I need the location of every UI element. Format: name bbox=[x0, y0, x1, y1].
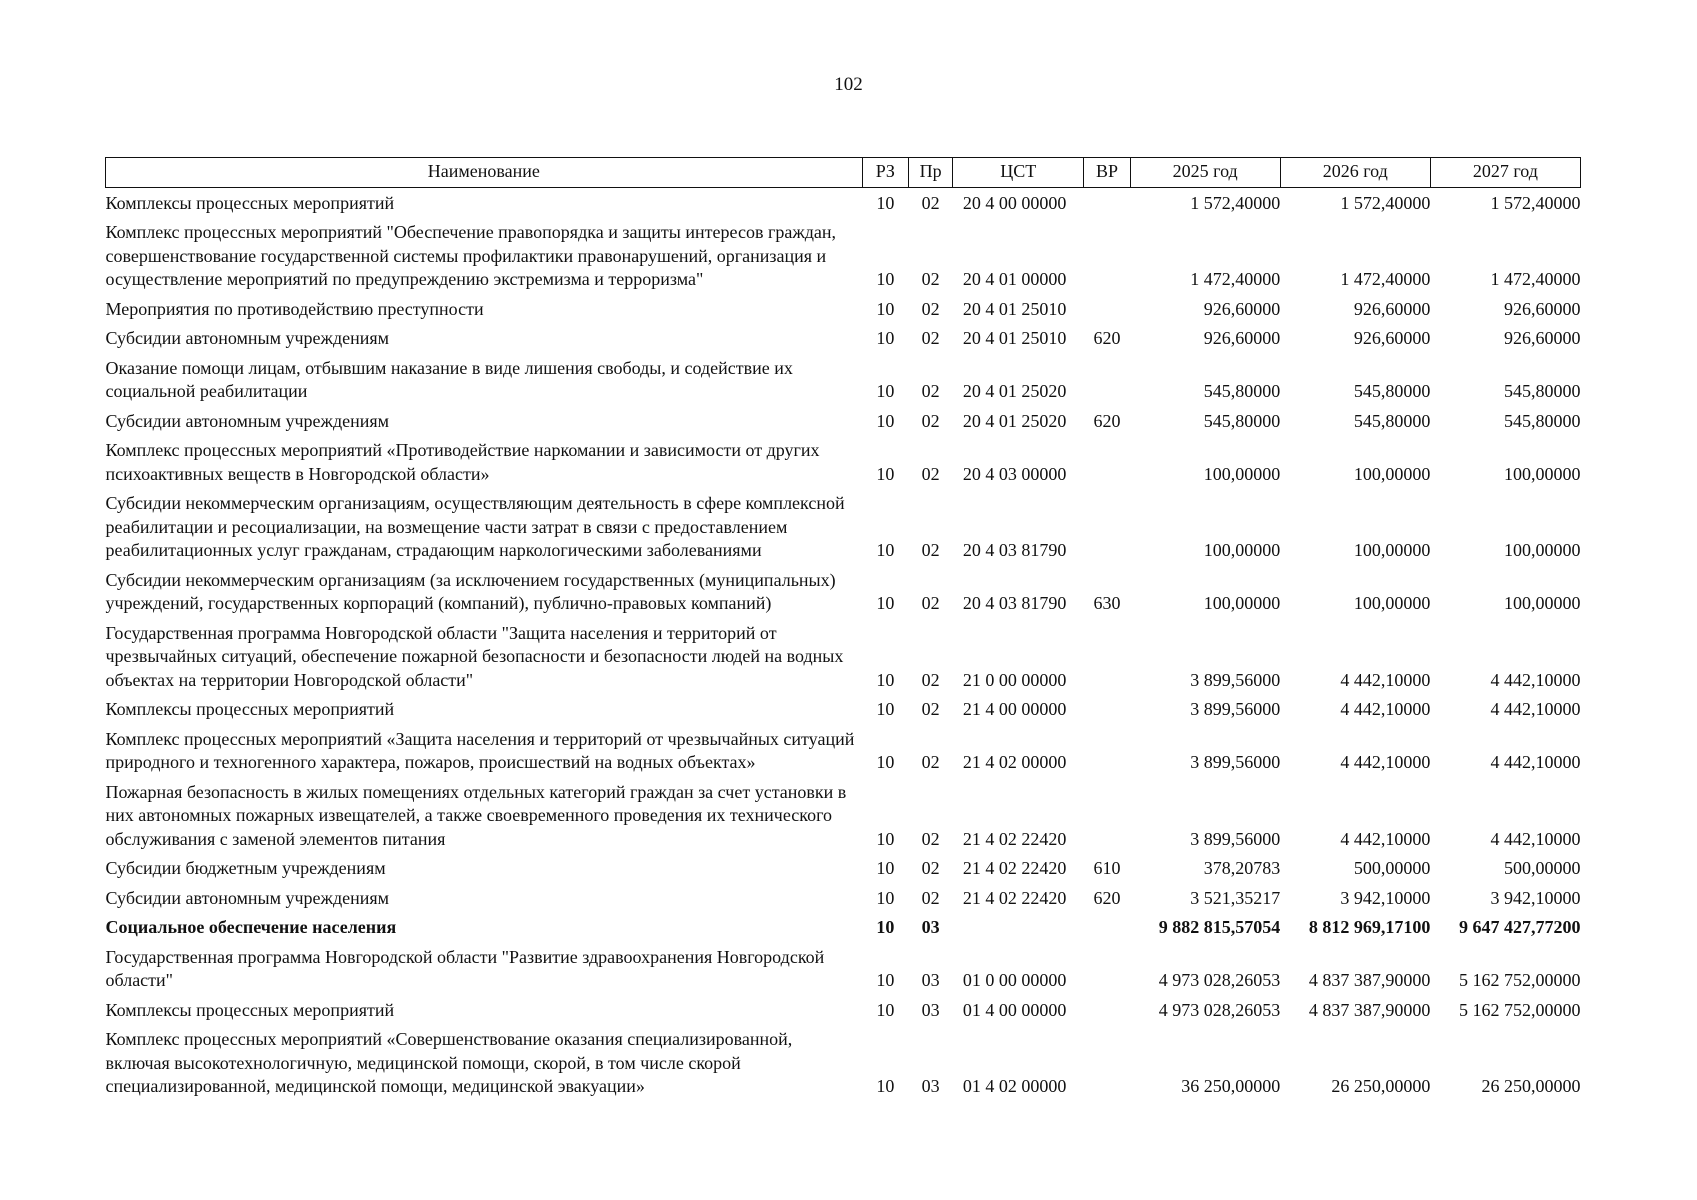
row-amount-2025: 545,80000 bbox=[1203, 381, 1281, 401]
row-vr bbox=[1084, 294, 1130, 324]
table-row bbox=[106, 488, 1581, 565]
row-pr: 02 bbox=[921, 463, 940, 484]
row-rz: 10 bbox=[876, 999, 895, 1020]
row-pr: 02 bbox=[921, 269, 940, 289]
row-cst: 20 4 01 25010 bbox=[962, 298, 1067, 319]
row-amount-2026: 926,60000 bbox=[1353, 328, 1431, 348]
row-pr: 02 bbox=[921, 298, 940, 319]
row-amount-2027: 926,60000 bbox=[1504, 298, 1581, 319]
page-number: 102 bbox=[834, 74, 863, 95]
row-pr: 02 bbox=[921, 593, 940, 613]
row-rz: 10 bbox=[876, 192, 895, 213]
row-amount-2026: 4 442,10000 bbox=[1340, 669, 1431, 690]
row-amount-2025: 4 973 028,26053 bbox=[1158, 999, 1281, 1020]
header-rz: РЗ bbox=[862, 158, 908, 188]
row-name: Социальное обеспечение населения bbox=[105, 917, 397, 937]
row-rz: 10 bbox=[876, 699, 895, 719]
budget-table bbox=[105, 157, 1581, 1101]
table-row bbox=[106, 353, 1581, 406]
header-cst: ЦСТ bbox=[953, 158, 1084, 188]
table-row bbox=[106, 323, 1581, 353]
row-pr: 02 bbox=[921, 381, 940, 401]
table-row bbox=[106, 694, 1581, 724]
row-name: Комплекс процессных мероприятий «Противодействие наркомании и зависимости от других психоактивных веществ в Новгородской области» bbox=[105, 440, 820, 484]
row-cst: 21 0 00 00000 bbox=[962, 669, 1067, 690]
table-row bbox=[106, 912, 1581, 942]
row-name: Субсидии автономным учреждениям bbox=[105, 887, 390, 908]
row-name: Комплексы процессных мероприятий bbox=[105, 192, 395, 213]
row-amount-2025: 3 899,56000 bbox=[1190, 752, 1281, 772]
row-rz: 10 bbox=[876, 410, 895, 431]
table-row bbox=[106, 883, 1581, 913]
table-row bbox=[106, 1024, 1581, 1101]
row-amount-2027: 5 162 752,00000 bbox=[1459, 970, 1581, 990]
row-vr: 620 bbox=[1093, 887, 1121, 908]
row-amount-2026: 500,00000 bbox=[1353, 858, 1431, 878]
row-amount-2025: 36 250,00000 bbox=[1181, 1076, 1281, 1096]
row-amount-2025: 3 899,56000 bbox=[1190, 828, 1281, 849]
row-cst: 20 4 03 81790 bbox=[962, 540, 1067, 560]
row-amount-2025: 545,80000 bbox=[1203, 410, 1281, 431]
row-rz: 10 bbox=[876, 593, 895, 613]
row-rz: 10 bbox=[876, 328, 895, 348]
row-amount-2026: 26 250,00000 bbox=[1331, 1076, 1431, 1096]
row-rz: 10 bbox=[876, 381, 895, 401]
row-amount-2026: 4 442,10000 bbox=[1340, 752, 1431, 772]
row-cst: 20 4 01 25020 bbox=[962, 381, 1067, 401]
row-amount-2026: 926,60000 bbox=[1353, 298, 1431, 319]
row-vr bbox=[1084, 618, 1130, 695]
row-rz: 10 bbox=[876, 858, 895, 878]
row-cst: 01 4 00 00000 bbox=[962, 999, 1067, 1020]
row-amount-2027: 3 942,10000 bbox=[1490, 887, 1581, 908]
header-vr: ВР bbox=[1084, 158, 1130, 188]
row-cst: 20 4 03 81790 bbox=[962, 593, 1067, 613]
row-name: Государственная программа Новгородской области "Защита населения и территорий от чрезвычайных ситуаций, обеспечение пожарной безопасности и безопасности людей на водных объектах на территории Новгородской области" bbox=[105, 622, 844, 690]
row-amount-2027: 500,00000 bbox=[1504, 858, 1581, 878]
row-pr: 02 bbox=[921, 858, 940, 878]
table-row bbox=[106, 942, 1581, 995]
row-vr bbox=[1084, 777, 1130, 854]
row-cst: 21 4 02 22420 bbox=[962, 858, 1067, 878]
table-row bbox=[106, 187, 1581, 217]
header-name: Наименование bbox=[106, 158, 863, 188]
row-amount-2026: 4 837 387,90000 bbox=[1308, 999, 1431, 1020]
row-cst bbox=[953, 912, 1084, 942]
row-rz: 10 bbox=[876, 752, 895, 772]
row-vr: 610 bbox=[1093, 858, 1121, 878]
row-pr: 02 bbox=[921, 887, 940, 908]
row-amount-2026: 100,00000 bbox=[1353, 540, 1431, 560]
row-amount-2027: 545,80000 bbox=[1504, 381, 1581, 401]
row-rz: 10 bbox=[876, 463, 895, 484]
row-vr bbox=[1084, 435, 1130, 488]
row-cst: 21 4 02 22420 bbox=[962, 828, 1067, 849]
row-amount-2027: 4 442,10000 bbox=[1490, 669, 1581, 690]
row-amount-2027: 4 442,10000 bbox=[1490, 752, 1581, 772]
row-amount-2025: 3 521,35217 bbox=[1190, 887, 1281, 908]
row-rz: 10 bbox=[876, 669, 895, 690]
row-name: Комплекс процессных мероприятий «Совершенствование оказания специализированной, включая высокотехнологичную, медицинской помощи, скорой, в том числе скорой специализированной, медицинской помощи, медицинской эвакуации» bbox=[105, 1029, 793, 1096]
row-amount-2027: 100,00000 bbox=[1504, 593, 1581, 613]
row-cst: 01 0 00 00000 bbox=[962, 970, 1067, 990]
row-pr: 02 bbox=[921, 328, 940, 348]
row-vr bbox=[1084, 942, 1130, 995]
row-amount-2026: 100,00000 bbox=[1353, 463, 1431, 484]
row-amount-2027: 9 647 427,77200 bbox=[1459, 917, 1581, 937]
row-cst: 20 4 00 00000 bbox=[962, 192, 1067, 213]
row-amount-2027: 1 472,40000 bbox=[1490, 269, 1581, 289]
table-header-row bbox=[106, 158, 1581, 188]
row-vr bbox=[1084, 724, 1130, 777]
row-amount-2026: 100,00000 bbox=[1353, 593, 1431, 613]
row-name: Субсидии автономным учреждениям bbox=[105, 328, 390, 348]
row-pr: 02 bbox=[921, 752, 940, 772]
table-row bbox=[106, 565, 1581, 618]
row-name: Комплекс процессных мероприятий "Обеспечение правопорядка и защиты интересов граждан, совершенствование государственной системы профилактики правонарушений, организация и осуществление мероприятий по предупреждению экстремизма и терроризма" bbox=[105, 222, 837, 289]
row-amount-2025: 1 572,40000 bbox=[1190, 192, 1281, 213]
row-amount-2027: 100,00000 bbox=[1504, 540, 1581, 560]
row-amount-2025: 9 882 815,57054 bbox=[1158, 917, 1281, 937]
row-amount-2027: 1 572,40000 bbox=[1490, 192, 1581, 213]
row-amount-2026: 545,80000 bbox=[1353, 410, 1431, 431]
row-vr bbox=[1084, 217, 1130, 294]
row-vr bbox=[1084, 995, 1130, 1025]
table-row bbox=[106, 724, 1581, 777]
row-amount-2027: 5 162 752,00000 bbox=[1459, 999, 1581, 1020]
row-pr: 03 bbox=[921, 1076, 940, 1096]
row-cst: 21 4 02 22420 bbox=[962, 887, 1067, 908]
row-amount-2025: 926,60000 bbox=[1203, 328, 1281, 348]
row-name: Оказание помощи лицам, отбывшим наказание в виде лишения свободы, и содействие их социальной реабилитации bbox=[105, 357, 793, 401]
row-name: Субсидии некоммерческим организациям, осуществляющим деятельность в сфере комплексной реабилитации и ресоциализации, на возмещение части затрат в связи с предоставлением реабилитационных услуг гражданам, страдающим наркологическими заболеваниями bbox=[105, 493, 845, 560]
row-vr: 630 bbox=[1093, 593, 1121, 613]
row-cst: 20 4 01 25020 bbox=[962, 410, 1067, 431]
row-rz: 10 bbox=[876, 970, 895, 990]
row-cst: 20 4 01 25010 bbox=[962, 328, 1067, 348]
row-pr: 02 bbox=[921, 192, 940, 213]
row-amount-2025: 1 472,40000 bbox=[1190, 269, 1281, 289]
row-vr bbox=[1084, 187, 1130, 217]
header-2027: 2027 год bbox=[1430, 158, 1580, 188]
row-amount-2026: 1 572,40000 bbox=[1340, 192, 1431, 213]
row-pr: 03 bbox=[921, 970, 940, 990]
table-body bbox=[106, 187, 1581, 1101]
row-amount-2027: 100,00000 bbox=[1504, 463, 1581, 484]
row-pr: 02 bbox=[921, 540, 940, 560]
row-amount-2026: 4 837 387,90000 bbox=[1308, 970, 1431, 990]
row-amount-2025: 100,00000 bbox=[1203, 463, 1281, 484]
row-amount-2025: 100,00000 bbox=[1203, 540, 1281, 560]
row-amount-2027: 26 250,00000 bbox=[1481, 1076, 1581, 1096]
row-amount-2025: 3 899,56000 bbox=[1190, 699, 1281, 719]
row-name: Государственная программа Новгородской области "Развитие здравоохранения Новгородской области" bbox=[105, 946, 825, 990]
row-amount-2025: 926,60000 bbox=[1203, 298, 1281, 319]
row-vr bbox=[1084, 694, 1130, 724]
row-cst: 21 4 02 00000 bbox=[962, 752, 1067, 772]
header-pr: Пр bbox=[908, 158, 952, 188]
row-amount-2027: 926,60000 bbox=[1504, 328, 1581, 348]
row-name: Комплекс процессных мероприятий «Защита населения и территорий от чрезвычайных ситуаций природного и техногенного характера, пожаров, происшествий на водных объектах» bbox=[105, 728, 855, 772]
row-pr: 03 bbox=[921, 999, 940, 1020]
row-pr: 02 bbox=[921, 828, 940, 849]
row-pr: 03 bbox=[921, 917, 940, 937]
row-amount-2025: 4 973 028,26053 bbox=[1158, 970, 1281, 990]
row-rz: 10 bbox=[876, 887, 895, 908]
row-cst: 01 4 02 00000 bbox=[962, 1076, 1067, 1096]
row-rz: 10 bbox=[876, 269, 895, 289]
row-cst: 21 4 00 00000 bbox=[962, 699, 1067, 719]
row-amount-2025: 3 899,56000 bbox=[1190, 669, 1281, 690]
row-name: Субсидии автономным учреждениям bbox=[105, 410, 390, 431]
row-rz: 10 bbox=[876, 298, 895, 319]
table-row bbox=[106, 217, 1581, 294]
table-row bbox=[106, 435, 1581, 488]
row-amount-2026: 4 442,10000 bbox=[1340, 699, 1431, 719]
row-vr bbox=[1084, 1024, 1130, 1101]
row-pr: 02 bbox=[921, 699, 940, 719]
row-amount-2026: 1 472,40000 bbox=[1340, 269, 1431, 289]
row-vr: 620 bbox=[1093, 410, 1121, 431]
row-name: Комплексы процессных мероприятий bbox=[105, 999, 395, 1020]
row-amount-2027: 4 442,10000 bbox=[1490, 699, 1581, 719]
row-amount-2025: 378,20783 bbox=[1203, 858, 1281, 878]
row-rz: 10 bbox=[876, 1076, 895, 1096]
row-vr: 620 bbox=[1093, 328, 1121, 348]
table-row bbox=[106, 294, 1581, 324]
row-rz: 10 bbox=[876, 828, 895, 849]
row-amount-2025: 100,00000 bbox=[1203, 593, 1281, 613]
row-name: Комплексы процессных мероприятий bbox=[105, 699, 395, 719]
row-pr: 02 bbox=[921, 410, 940, 431]
row-amount-2026: 3 942,10000 bbox=[1340, 887, 1431, 908]
row-name: Субсидии бюджетным учреждениям bbox=[105, 858, 386, 878]
row-amount-2026: 8 812 969,17100 bbox=[1308, 917, 1431, 937]
row-vr bbox=[1084, 488, 1130, 565]
table-row bbox=[106, 406, 1581, 436]
row-amount-2026: 545,80000 bbox=[1353, 381, 1431, 401]
row-rz: 10 bbox=[876, 540, 895, 560]
row-pr: 02 bbox=[921, 669, 940, 690]
row-rz: 10 bbox=[876, 917, 895, 937]
row-amount-2027: 4 442,10000 bbox=[1490, 828, 1581, 849]
table-row bbox=[106, 995, 1581, 1025]
row-vr bbox=[1084, 912, 1130, 942]
table-row bbox=[106, 777, 1581, 854]
header-2025: 2025 год bbox=[1130, 158, 1280, 188]
row-amount-2026: 4 442,10000 bbox=[1340, 828, 1431, 849]
row-cst: 20 4 01 00000 bbox=[962, 269, 1067, 289]
table-row bbox=[106, 618, 1581, 695]
row-name: Субсидии некоммерческим организациям (за исключением государственных (муниципальных) учреждений, государственных корпораций (компаний), публично-правовых компаний) bbox=[105, 569, 836, 613]
table-row bbox=[106, 853, 1581, 883]
row-vr bbox=[1084, 353, 1130, 406]
row-amount-2027: 545,80000 bbox=[1504, 410, 1581, 431]
row-cst: 20 4 03 00000 bbox=[962, 463, 1067, 484]
row-name: Мероприятия по противодействию преступности bbox=[105, 298, 484, 319]
header-2026: 2026 год bbox=[1280, 158, 1430, 188]
row-name: Пожарная безопасность в жилых помещениях отдельных категорий граждан за счет установки в них автономных пожарных извещателей, а также своевременного проведения их технического обслуживания с заменой элементов питания bbox=[105, 781, 847, 849]
